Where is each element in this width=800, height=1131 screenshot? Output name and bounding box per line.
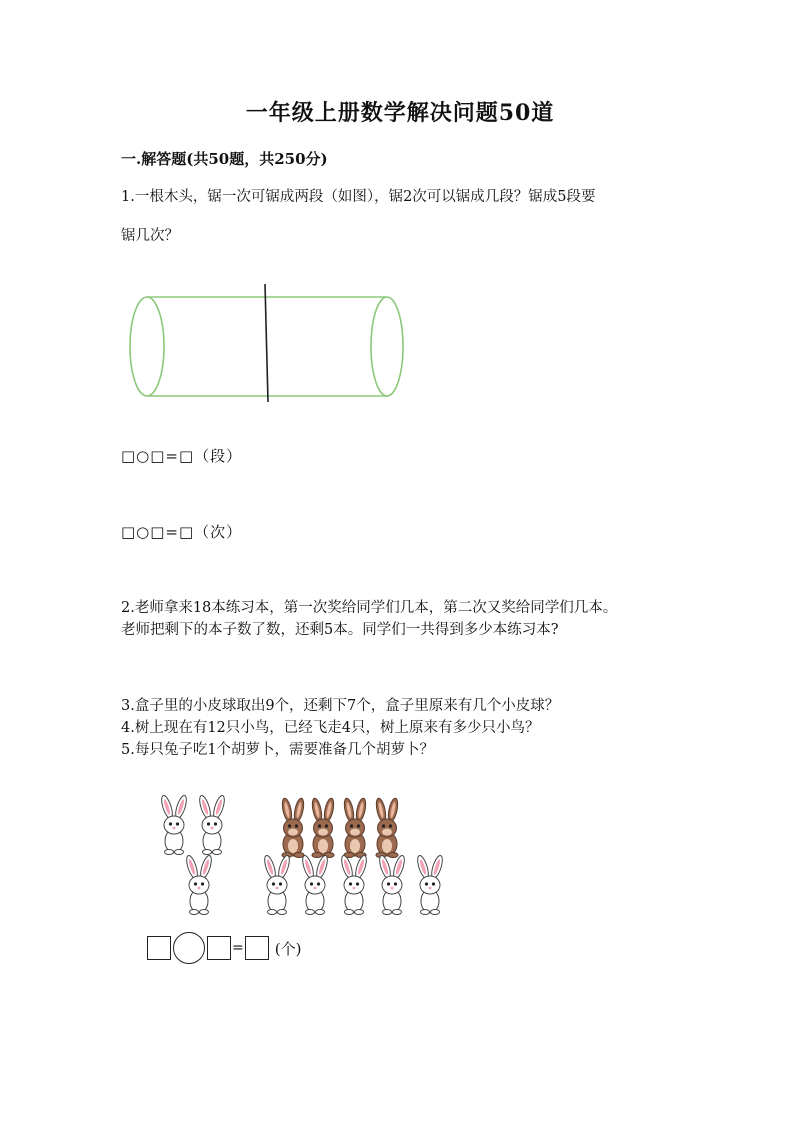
rabbit-brown-4 bbox=[375, 797, 400, 857]
answer-box-2[interactable] bbox=[207, 936, 231, 960]
rabbit-white-bottom-6 bbox=[415, 854, 444, 914]
answer-box-1[interactable] bbox=[147, 936, 171, 960]
question-5-answer-row bbox=[147, 932, 301, 964]
question-2-line-2: 老师把剩下的本子数了数，还剩5本。同学们一共得到多少本练习本? bbox=[121, 622, 559, 638]
unit-label: (个) bbox=[274, 939, 302, 958]
question-2-line-1: 2.老师拿来18本练习本，第一次奖给同学们几本，第二次又奖给同学们几本。 bbox=[121, 600, 618, 616]
rabbit-white-bottom-4 bbox=[339, 854, 368, 914]
answer-box-result[interactable] bbox=[245, 936, 269, 960]
question-1-formula-pieces: □○□=□（段） bbox=[121, 447, 243, 465]
equals-sign: = bbox=[232, 940, 244, 956]
question-1-line-2: 锯几次？ bbox=[121, 228, 179, 244]
question-1-line-1: 1.一根木头，锯一次可锯成两段（如图），锯2次可以锯成几段？锯成5段要 bbox=[121, 189, 596, 205]
rabbit-brown-1 bbox=[281, 797, 306, 857]
rabbit-brown-3 bbox=[343, 797, 368, 857]
question-3: 3.盒子里的小皮球取出9个，还剩下7个，盒子里原来有几个小皮球？ bbox=[121, 698, 560, 714]
rabbit-white-top-1 bbox=[159, 794, 188, 854]
rabbit-white-bottom-1 bbox=[184, 854, 213, 914]
rabbit-white-top-2 bbox=[197, 794, 226, 854]
question-4: 4.树上现在有12只小鸟，已经飞走4只，树上原来有多少只小鸟？ bbox=[121, 720, 540, 736]
rabbit-brown-2 bbox=[311, 797, 336, 857]
page-title: 一年级上册数学解决问题50道 bbox=[245, 100, 555, 126]
section-heading: 一.解答题(共50题，共250分) bbox=[121, 150, 328, 168]
rabbit-white-bottom-5 bbox=[377, 854, 406, 914]
operator-circle[interactable] bbox=[173, 932, 205, 964]
question-5: 5.每只兔子吃1个胡萝卜，需要准备几个胡萝卜？ bbox=[121, 742, 435, 758]
rabbit-white-bottom-2 bbox=[262, 854, 291, 914]
rabbit-white-bottom-3 bbox=[300, 854, 329, 914]
question-1-formula-cuts: □○□=□（次） bbox=[121, 523, 243, 541]
